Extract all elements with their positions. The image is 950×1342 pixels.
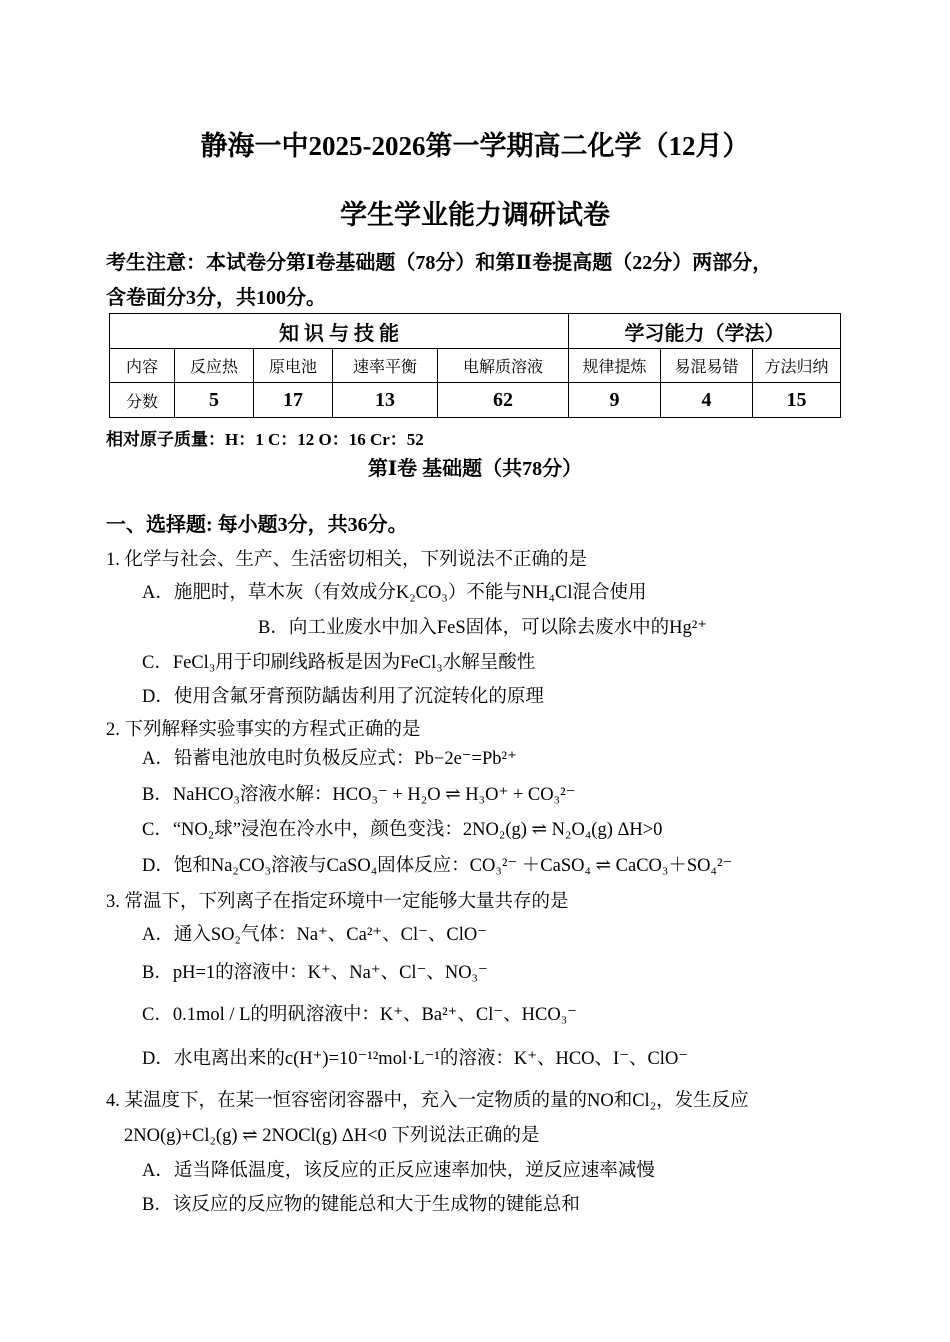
q1-option-c: C．FeCl₃用于印刷线路板是因为FeCl₃水解呈酸性 [142,653,536,673]
table-cell: 17 [254,383,333,418]
table-cell: 13 [333,383,438,418]
notice-line-2: 含卷面分3分，共100分。 [106,287,326,309]
table-cell: 5 [175,383,254,418]
table-cell: 9 [569,383,661,418]
q4-option-b: B．该反应的反应物的键能总和大于生成物的键能总和 [142,1195,580,1215]
q2-stem: 2. 下列解释实验事实的方程式正确的是 [106,720,421,740]
table-cell: 反应热 [175,349,254,383]
table-row [110,349,841,383]
table-cell: 速率平衡 [333,349,438,383]
q2-option-d: D．饱和Na₂CO₃溶液与CaSO₄固体反应：CO₃²⁻ ＋CaSO₄ ⇌ CaCO₃＋SO₄²⁻ [142,856,733,876]
table-cell: 15 [753,383,841,418]
q4-stem: 4. 某温度下，在某一恒容密闭容器中，充入一定物质的量的NO和Cl₂，发生反应 [106,1091,749,1111]
table-cell: 分数 [110,383,175,418]
exam-title: 静海一中2025-2026第一学期高二化学（12月） [200,131,750,161]
q4-option-a: A．适当降低温度，该反应的正反应速率加快，逆反应速率减慢 [142,1161,655,1181]
q1-stem: 1. 化学与社会、生产、生活密切相关，下列说法不正确的是 [106,550,588,570]
exam-subtitle: 学生学业能力调研试卷 [340,200,610,230]
notice-line-1: 考生注意：本试卷分第Ⅰ卷基础题（78分）和第Ⅱ卷提高题（22分）两部分， [106,252,773,274]
table-cell: 规律提炼 [569,349,661,383]
q2-option-a: A．铅蓄电池放电时负极反应式：Pb−2e⁻=Pb²⁺ [142,749,517,769]
table-cell: 内容 [110,349,175,383]
table-row [110,383,841,418]
section1-title: 一、选择题: 每小题3分，共36分。 [106,514,408,536]
q2-option-b: B．NaHCO₃溶液水解：HCO₃⁻ + H₂O ⇌ H₃O⁺ + CO₃²⁻ [142,785,576,805]
q1-option-a: A．施肥时，草木灰（有效成分K₂CO₃）不能与NH₄Cl混合使用 [142,583,647,603]
atomic-mass-line: 相对原子质量：H：1 C：12 O：16 Cr：52 [106,430,424,449]
score-table [109,313,841,418]
part1-title: 第Ⅰ卷 基础题（共78分） [367,458,583,480]
q1-option-d: D．使用含氟牙膏预防龋齿利用了沉淀转化的原理 [142,687,544,707]
q1-option-b: B．向工业废水中加入FeS固体，可以除去废水中的Hg²⁺ [258,618,708,638]
q3-option-b: B．pH=1的溶液中：K⁺、Na⁺、Cl⁻、NO₃⁻ [142,963,488,983]
q4-reaction: 2NO(g)+Cl₂(g) ⇌ 2NOCl(g) ΔH<0 下列说法正确的是 [124,1126,540,1146]
q3-option-a: A．通入SO₂气体：Na⁺、Ca²⁺、Cl⁻、ClO⁻ [142,925,488,945]
table-cell: 易混易错 [661,349,753,383]
q3-stem: 3. 常温下，下列离子在指定环境中一定能够大量共存的是 [106,892,569,912]
table-group-knowledge: 知 识 与 技 能 [110,314,569,349]
table-cell: 方法归纳 [753,349,841,383]
q3-option-c: C．0.1mol / L的明矾溶液中：K⁺、Ba²⁺、Cl⁻、HCO₃⁻ [142,1005,577,1025]
table-group-ability: 学习能力（学法） [569,314,841,349]
q2-option-c: C．“NO₂球”浸泡在冷水中，颜色变浅：2NO₂(g) ⇌ N₂O₄(g) ΔH>0 [142,820,663,840]
table-cell: 原电池 [254,349,333,383]
table-cell: 电解质溶液 [438,349,569,383]
table-cell: 62 [438,383,569,418]
q3-option-d: D．水电离出来的c(H⁺)=10⁻¹²mol·L⁻¹的溶液：K⁺、HCO、I⁻、ClO⁻ [142,1049,689,1069]
table-cell: 4 [661,383,753,418]
